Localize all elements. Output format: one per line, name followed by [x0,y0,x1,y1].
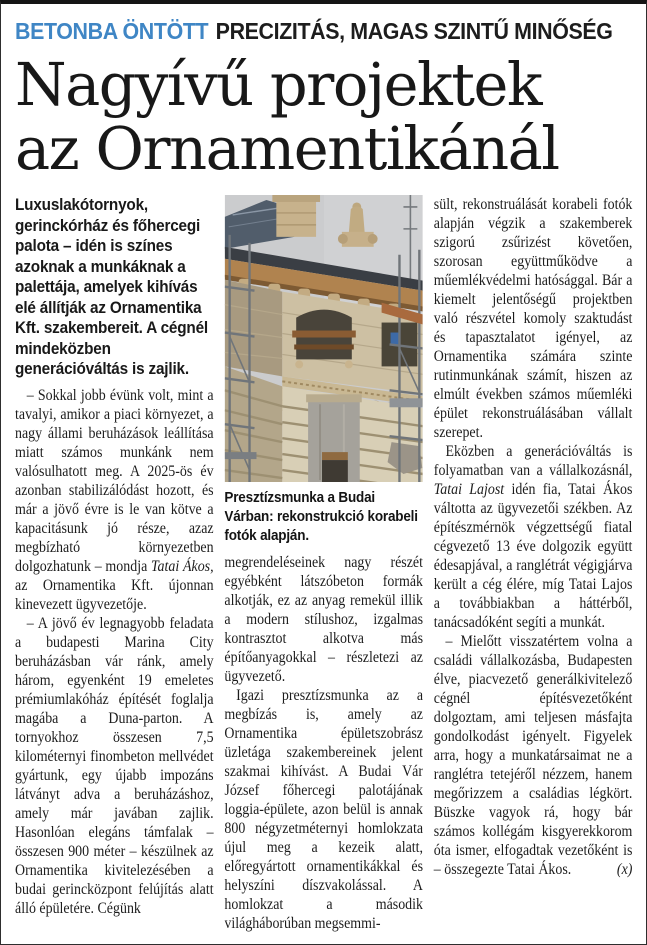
article-figure [224,195,423,545]
article-photo [224,195,423,482]
article-columns [15,195,632,937]
article-paragraph: sült, rekonstruálását korabeli fotók alapján végzik a szakemberek szigorú zsűrizést követően, szorosan együttműködve a műemlékvédelmi hatósággal. Bár a kiemelt jelentőségű projektben való részvétel komoly szaktudást és tapasztalatot igényel, az Ornamentika számára szinte rutinmunkának számít, hiszen az elmúlt években számos műemléki épület rekonstruálásában vállalt szerepet. [433,196,633,441]
kicker-subtitle: PRECIZITÁS, MAGAS SZINTŰ MINŐSÉG [215,18,613,44]
column-2 [224,195,423,937]
article-paragraph: – Mielőtt visszatértem volna a családi vállalkozásba, Budapesten élve, piacvezető generálkivitelező cégnél építésvezetőként dolgoztam, ami teljesen másfajta gondolkodást igényelt. Figyelek arra, hogy a munkatársaimat ne a ranglétra tetejéről nézzem, hanem megőrizzem a családias légkört. Büszke vagyok rá, hogy bár számos kollégám kisgyerekkorom óta ismer, elfogadtak vezetőként is – összegezte Tatai Ákos. (x) [433,633,633,878]
article-content [1,4,646,937]
column-3 [434,195,633,937]
article-paragraph: – Sokkal jobb évünk volt, mint a tavalyi, amikor a piaci környezet, a nagy állami beruházások leállítása miatt számos munkánk nem valósulhatott meg. A 2025-ös év azonban stabilizálódást hozott, és már a jövő évre is le van kötve a kapacitásunk jó része, azaz megbízható környezetben dolgozhatunk – mondja Tatai Ákos, az Ornamentika Kft. újonnan kinevezett ügyvezetője. [15,386,214,613]
article-paragraph: megrendeléseinek nagy részét egyébként látszóbeton formák alkotják, ez az anyag remekül illik a modern stílushoz, izgalmas kontrasztot alkotva más építőanyagokkal – részletezi az ügyvezető. [224,554,424,685]
article-paragraph: Luxuslakótornyok, gerinckórház és főhercegi palota – idén is színes azoknak a munkáknak a palettája, amelyek kihívás elé állítják az Ornamentika Kft. szakembereit. A cégnél mindeközben generációváltás is zajlik. [15,195,208,378]
photo-caption: Presztízsmunka a Budai Várban: rekonstrukció korabeli fotók alapján. [224,489,418,544]
article-paragraph: – A jövő év legnagyobb feladata a budapesti Marina City beruházásban vár ránk, amely három, egyenként 19 emeletes prémiumlakóház építését foglalja magába a Duna-parton. A tornyokhoz összesen 7,5 kilométernyi finombeton mellvédet gyártunk, egy újabb impozáns látványt adva a beruházáshoz, amely már javában zajlik. Hasonlóan elegáns támfalak – összesen 900 méter – készülnek az Ornamentika kivitelezésében a budai gerincközpont felújítás alatt álló épületére. Cégünk [15,614,214,917]
headline-line-1: Nagyívű projektek [15,50,542,119]
article-paragraph: Eközben a generációváltás is folyamatban van a vállalkozásnál, Tatai Lajost idén fia, Tatai Ákos váltotta az ügyvezetői székben. Az építészmérnök végzettségű fiatal cégvezető 13 éve dolgozik együtt édesapjával, a ranglétrát végigjárva került a cég élére, míg Tatai Lajos a továbbiakban a háttérből, tanácsadóként segíti a munkát. [433,443,633,631]
kicker-highlight: BETONBA ÖNTÖTT [15,18,209,44]
headline-line-2: az Ornamentikánál [15,114,559,183]
column-2-text [224,553,423,933]
column-1 [15,195,214,937]
stone-pedestal [272,195,320,237]
article-paragraph: Igazi presztízsmunka az a megbízás is, amely az Ornamentika épületszobrász üzletága szakembereinek jelent szakmai kihívást. A Budai Vár József főhercegi palotájának loggia-épülete, azon belül is annak 800 négyzetméternyi homlokzata újul meg a kezeik alatt, előregyártott ornamentikákkal és helyszíni díszvakolással. A homlokzat a második világháborúban megsemmi- [224,687,424,932]
headline [15,50,632,183]
kicker [15,18,613,45]
concrete-panel [306,394,362,482]
